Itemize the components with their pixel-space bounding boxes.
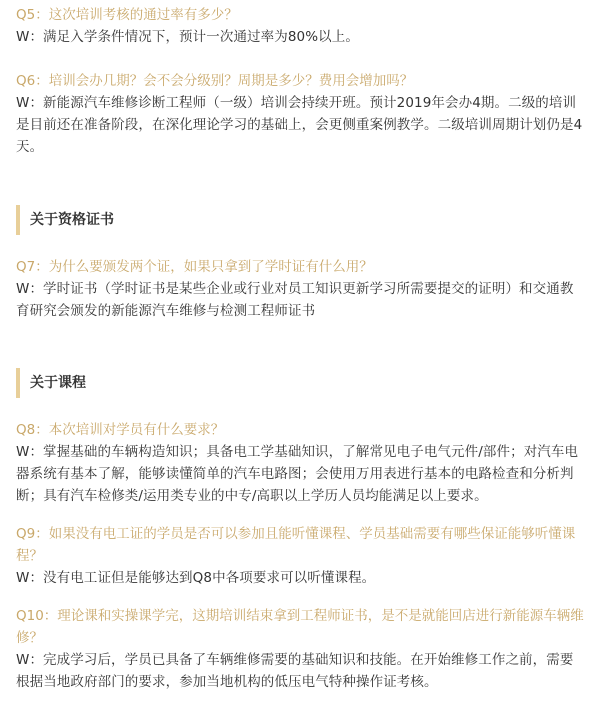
answer-q7: W：学时证书（学时证书是某些企业或行业对员工知识更新学习所需要提交的证明）和交通教育研究会颁发的新能源汽车维修与检测工程师证书 bbox=[16, 281, 574, 319]
qa-item-q9 bbox=[16, 523, 584, 589]
question-q10: Q10：理论课和实操课学完，这期培训结束拿到工程师证书，是不是就能回店进行新能源车辆维修？ bbox=[16, 608, 584, 646]
qa-item-q6 bbox=[16, 70, 584, 158]
answer-q9: W：没有电工证但是能够达到Q8中各项要求可以听懂课程。 bbox=[16, 570, 376, 586]
qa-item-q8 bbox=[16, 419, 584, 507]
section-title-course: 关于课程 bbox=[16, 368, 584, 398]
question-q7: Q7：为什么要颁发两个证，如果只拿到了学时证有什么用？ bbox=[16, 259, 373, 275]
qa-item-q10 bbox=[16, 605, 584, 693]
question-q5: Q5：这次培训考核的通过率有多少？ bbox=[16, 7, 238, 23]
answer-q5: W：满足入学条件情况下，预计一次通过率为80%以上。 bbox=[16, 29, 359, 45]
question-q9: Q9：如果没有电工证的学员是否可以参加且能听懂课程、学员基础需要有哪些保证能够听懂课程？ bbox=[16, 526, 576, 564]
question-q8: Q8：本次培训对学员有什么要求？ bbox=[16, 422, 225, 438]
answer-q10: W：完成学习后，学员已具备了车辆维修需要的基础知识和技能。在开始维修工作之前，需要根据当地政府部门的要求，参加当地机构的低压电气特种操作证考核。 bbox=[16, 652, 574, 690]
qa-item-q5 bbox=[16, 0, 584, 48]
qa-item-q7 bbox=[16, 256, 584, 322]
answer-q8: W：掌握基础的车辆构造知识；具备电工学基础知识，了解常见电子电气元件/部件；对汽车电器系统有基本了解，能够读懂简单的汽车电路图；会使用万用表进行基本的电路检查和分析判断；具有汽车检修类/运用类专业的中专/高职以上学历人员均能满足以上要求。 bbox=[16, 444, 579, 504]
answer-q6: W：新能源汽车维修诊断工程师（一级）培训会持续开班。预计2019年会办4期。二级的培训是目前还在准备阶段，在深化理论学习的基础上，会更侧重案例教学。二级培训周期计划仍是4天。 bbox=[16, 95, 583, 155]
question-q6: Q6：培训会办几期？会不会分级别？周期是多少？费用会增加吗？ bbox=[16, 73, 414, 89]
section-title-certificate: 关于资格证书 bbox=[16, 205, 584, 235]
